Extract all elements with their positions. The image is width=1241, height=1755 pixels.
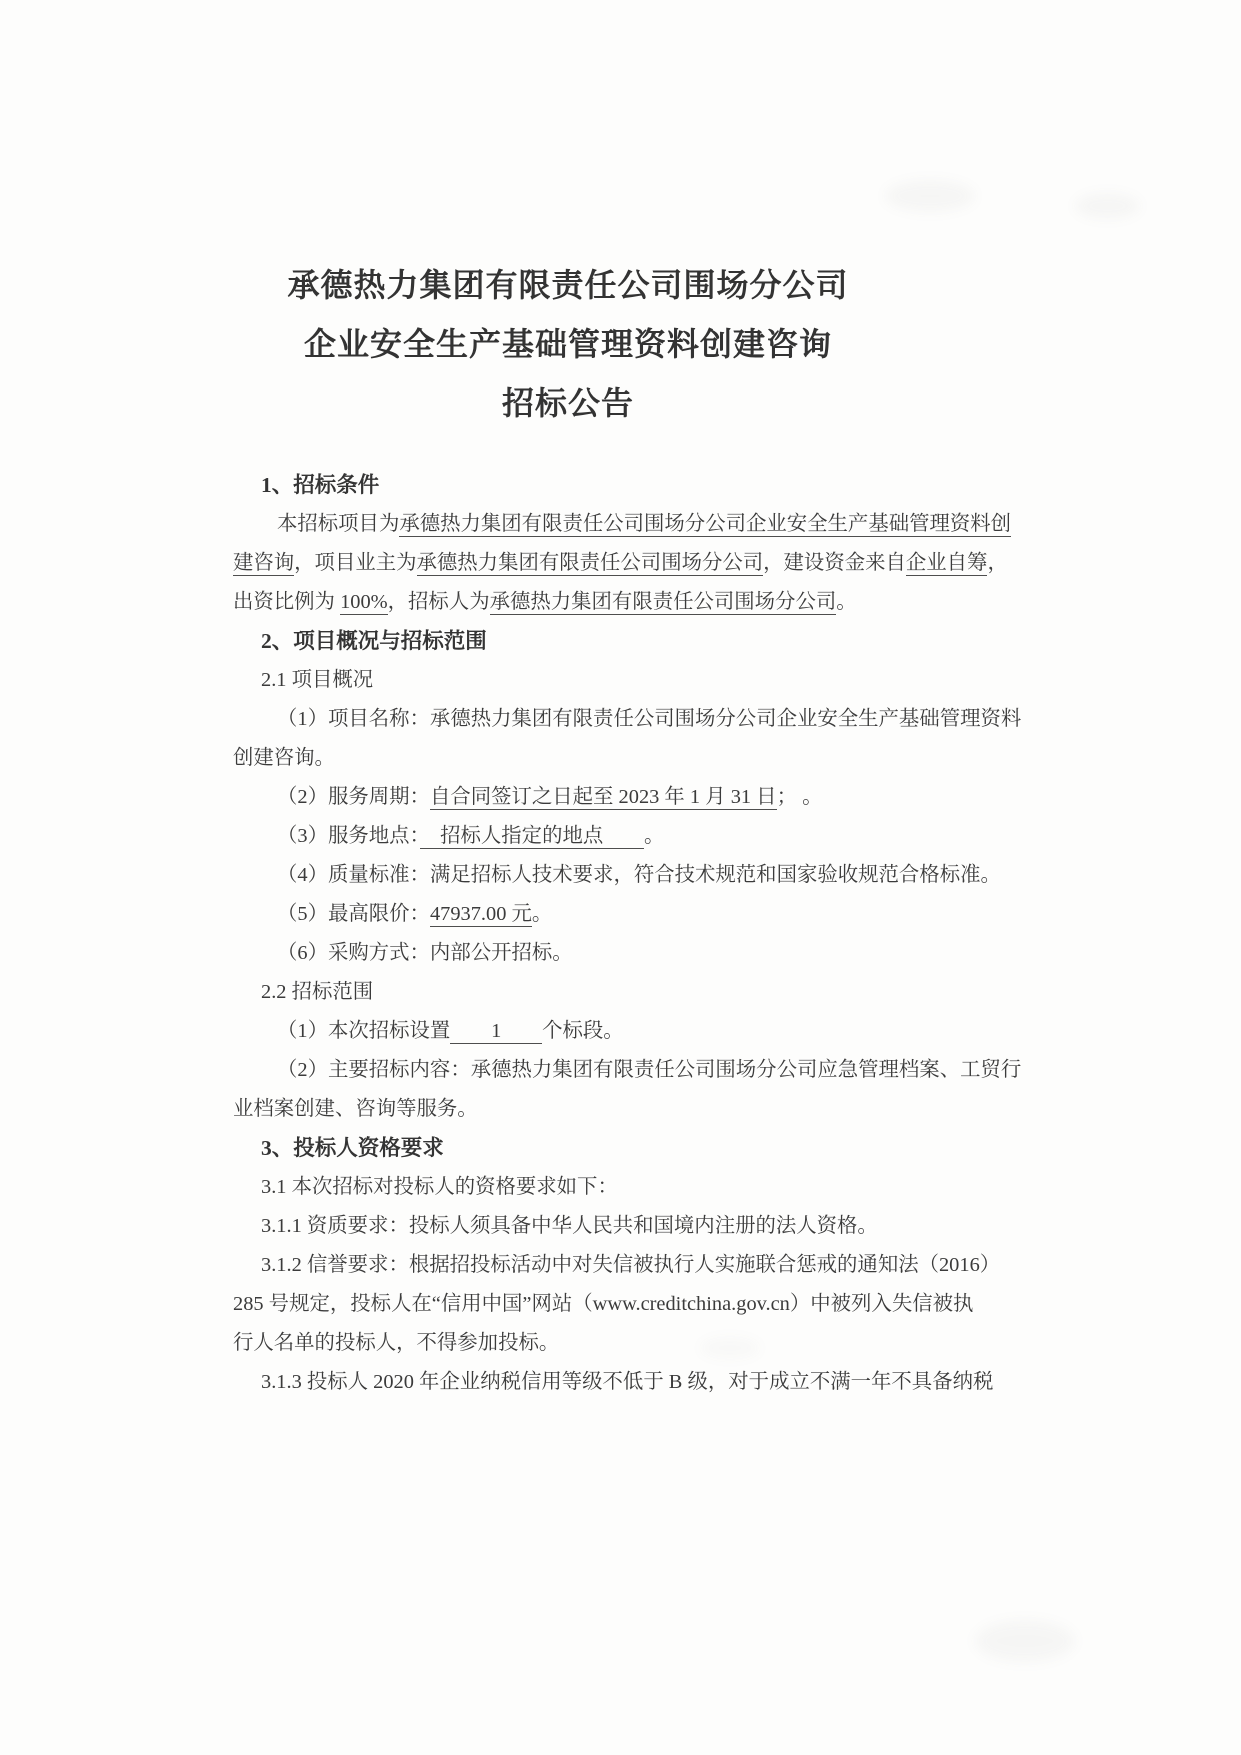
- scan-artifact: [975, 1620, 1075, 1662]
- credit-requirement-line-3: 行人名单的投标人，不得参加投标。: [233, 1332, 560, 1354]
- credit-requirement-line-1: 3.1.2 信誉要求：根据招投标活动中对失信被执行人实施联合惩戒的通知法（2016）: [261, 1254, 1001, 1276]
- text-segment: 。: [531, 903, 553, 925]
- underlined-project-name: 承德热力集团有限责任公司围场分公司企业安全生产基础管理资料创: [399, 513, 1012, 535]
- doc-title-line-3: 招标公告: [501, 385, 634, 421]
- credit-requirement-line-2: 285 号规定，投标人在“信用中国”网站（www.creditchina.gov.cn）中被列入失信被执: [233, 1293, 974, 1315]
- bid-sections-line: [233, 1012, 1033, 1051]
- tender-conditions-line-3: [233, 583, 1033, 622]
- section-1-heading: 1、招标条件: [261, 473, 380, 497]
- qualification-intro-line: 3.1 本次招标对投标人的资格要求如下：: [261, 1176, 618, 1198]
- doc-title: [178, 256, 958, 433]
- underlined-max-price: 47937.00 元: [429, 903, 532, 925]
- section-2-2-subheading: 2.2 招标范围: [261, 981, 374, 1003]
- text-segment: 。: [644, 825, 665, 847]
- section-3-heading: 3、投标人资格要求: [261, 1136, 444, 1160]
- scan-artifact: [1075, 193, 1140, 219]
- text-segment: ，: [987, 552, 1008, 574]
- underlined-tenderee-name: 承德热力集团有限责任公司围场分公司: [489, 591, 837, 613]
- underlined-funding-ratio: 100%: [340, 591, 388, 613]
- doc-body: [233, 466, 1033, 1402]
- underlined-service-location: 招标人指定的地点: [419, 825, 645, 847]
- text-segment: 本招标项目为: [277, 513, 400, 535]
- bid-content-line-1: （2）主要招标内容：承德热力集团有限责任公司围场分公司应急管理档案、工贸行: [277, 1059, 1022, 1081]
- doc-title-line-1: 承德热力集团有限责任公司围场分公司: [287, 267, 849, 303]
- section-2-1-subheading: 2.1 项目概况: [261, 669, 374, 691]
- underlined-owner-name: 承德热力集团有限责任公司围场分公司: [416, 552, 764, 574]
- text-segment: ，建设资金来自: [763, 552, 906, 574]
- bid-content-line-2: 业档案创建、咨询等服务。: [233, 1098, 478, 1120]
- tender-conditions-line-2: [233, 544, 1033, 583]
- underlined-project-name-cont: 建咨询: [233, 552, 295, 574]
- tender-conditions-line-1: [233, 505, 1033, 544]
- price-limit-line: [233, 895, 1033, 934]
- text-segment: ； 。: [776, 786, 823, 808]
- service-period-line: [233, 778, 1033, 817]
- procurement-method-line: （6）采购方式：内部公开招标。: [277, 942, 573, 964]
- project-name-line-1: （1）项目名称：承德热力集团有限责任公司围场分公司企业安全生产基础管理资料: [277, 708, 1022, 730]
- text-segment: 。: [836, 591, 857, 613]
- text-segment: 个标段。: [542, 1020, 624, 1042]
- text-segment: 出资比例为: [233, 591, 341, 613]
- text-segment: （1）本次招标设置: [277, 1020, 451, 1042]
- project-name-line-2: 创建咨询。: [233, 747, 335, 769]
- tax-credit-requirement-line: 3.1.3 投标人 2020 年企业纳税信用等级不低于 B 级，对于成立不满一年不具备纳税: [261, 1371, 994, 1393]
- service-location-line: [233, 817, 1033, 856]
- qualification-requirement-line: 3.1.1 资质要求：投标人须具备中华人民共和国境内注册的法人资格。: [261, 1215, 878, 1237]
- text-segment: ，招标人为: [387, 591, 490, 613]
- text-segment: ，项目业主为: [294, 552, 417, 574]
- text-segment: （2）服务周期：: [277, 786, 430, 808]
- text-segment: （3）服务地点：: [277, 825, 420, 847]
- underlined-section-count: 1: [450, 1020, 543, 1042]
- scan-artifact: [885, 180, 975, 212]
- quality-standard-line: （4）质量标准：满足招标人技术要求，符合技术规范和国家验收规范合格标准。: [277, 864, 1001, 886]
- section-2-heading: 2、项目概况与招标范围: [261, 629, 487, 653]
- underlined-service-period: 自合同签订之日起至 2023 年 1 月 31 日: [429, 786, 777, 808]
- doc-title-line-2: 企业安全生产基础管理资料创建咨询: [303, 326, 832, 362]
- underlined-funding-source: 企业自筹: [905, 552, 988, 574]
- text-segment: （5）最高限价：: [277, 903, 430, 925]
